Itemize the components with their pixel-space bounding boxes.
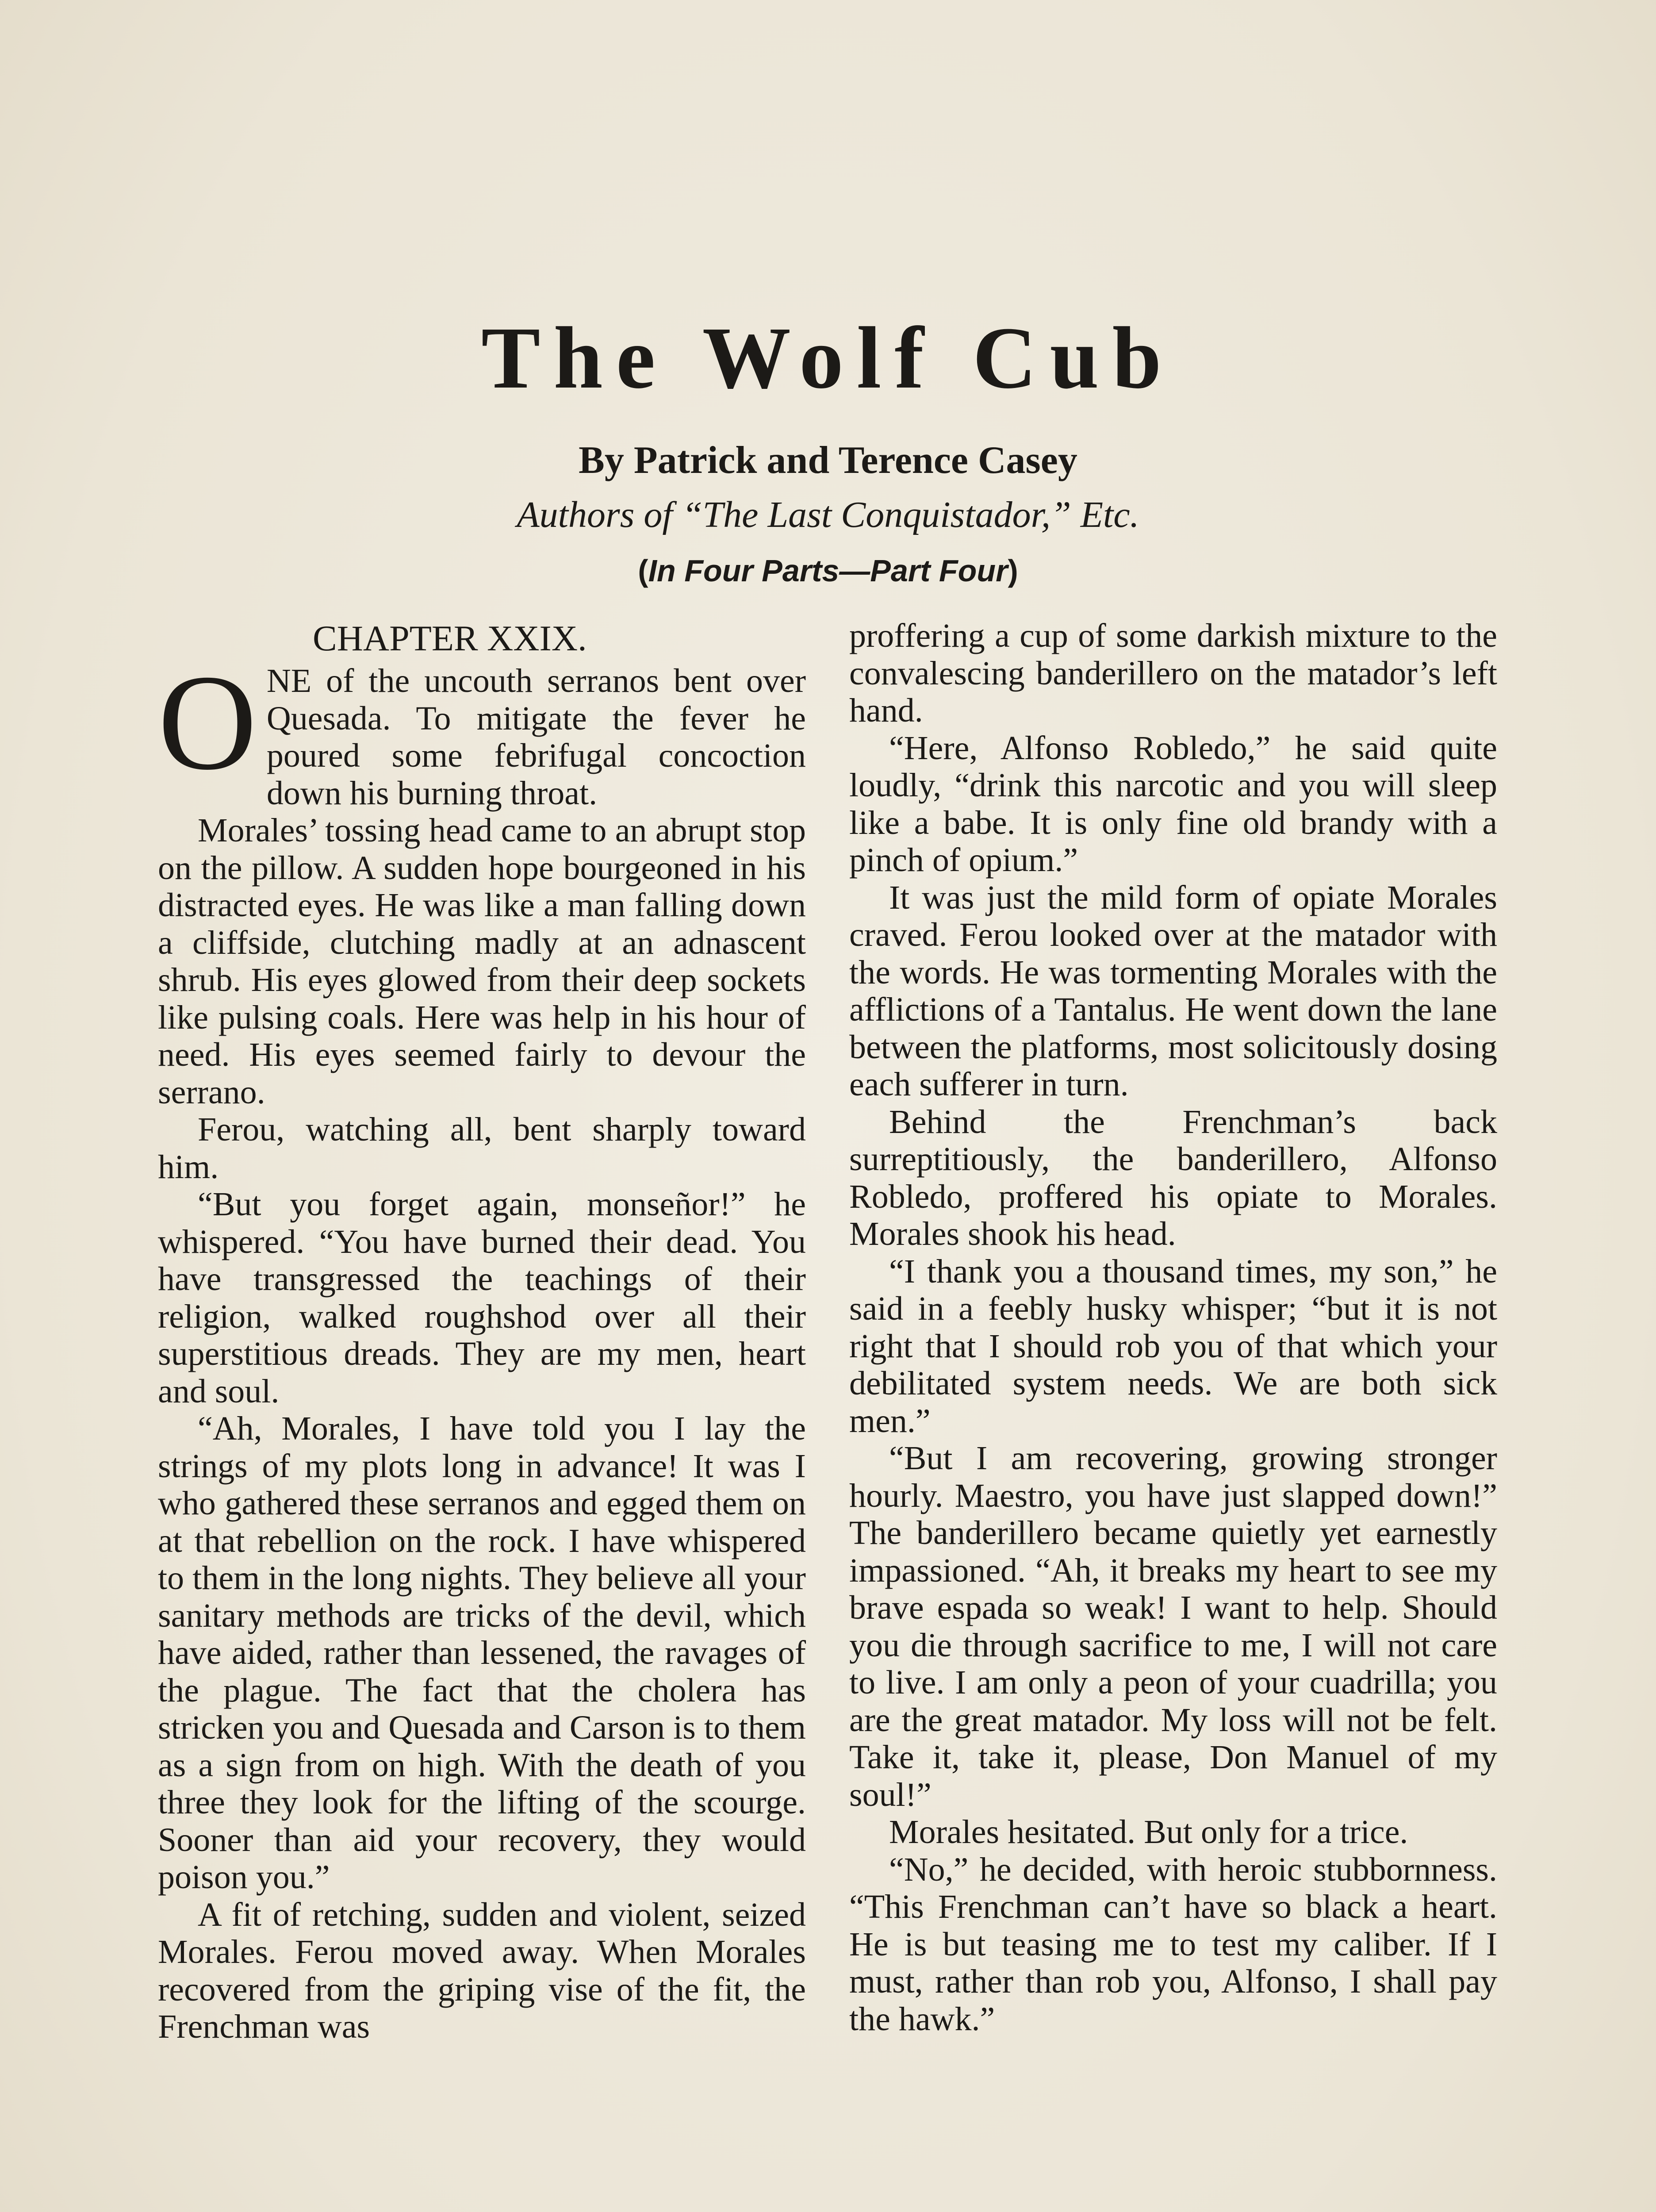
paragraph: “No,” he decided, with heroic stubbornness. “This Frenchman can’t have so black a heart. He is but teasing me to test my caliber. If I must, rather than rob you, Alfonso, I shall pay the hawk.” [849, 1851, 1497, 2038]
story-title: The Wolf Cub [481, 309, 1175, 407]
paragraph: Morales hesitated. But only for a trice. [889, 1813, 1408, 1851]
paragraph: “I thank you a thousand times, my son,” he said in a feebly husky whisper; “but it is not right that I should rob you of that which your debilitated system needs. We are both sick men.” [849, 1252, 1497, 1440]
paragraph: Morales’ tossing head came to an abrupt stop on the pillow. A sudden hope bourgeoned in his distracted eyes. He was like a man falling down a cliffside, clutching madly at an adnascent shrub. His eyes glowed from their deep sockets like pulsing coals. Here was help in his hour of need. His eyes seemed fairly to devour the serrano. [158, 812, 806, 1111]
paragraph-text: NE of the uncouth serranos bent over Quesada. To mitigate the fever he poured some febrifugal concoction down his burning throat. [266, 662, 806, 812]
parts-note [0, 553, 1656, 588]
left-column [158, 617, 806, 2046]
authors-note: Authors of “The Last Conquistador,” Etc. [517, 494, 1139, 535]
paragraph: “But you forget again, monseñor!” he whispered. “You have burned their dead. You have transgressed the teachings of their religion, walked roughshod over all their superstitious dreads. They are my men, heart and soul. [158, 1186, 806, 1410]
paragraph: “Ah, Morales, I have told you I lay the strings of my plots long in advance! It was I who gathered these serranos and egged them on at that rebellion on the rock. I have whispered to them in the long nights. They believe all your sanitary methods are tricks of the devil, which have aided, rather than lessened, the ravages of the plague. The fact that the cholera has stricken you and Quesada and Carson is to them as a sign from on high. With the death of you three they look for the lifting of the scourge. Sooner than aid your recovery, they would poison you.” [158, 1410, 806, 1896]
parts-open-paren: ( [638, 553, 648, 588]
paragraph [158, 647, 806, 812]
right-column [849, 617, 1497, 2038]
paragraph: Behind the Frenchman’s back surreptitiously, the banderillero, Alfonso Robledo, proffered his opiate to Morales. Morales shook his head. [849, 1103, 1497, 1252]
drop-cap: O [158, 647, 257, 799]
paragraph: It was just the mild form of opiate Morales craved. Ferou looked over at the matador with the words. He was tormenting Morales with the afflictions of a Tantalus. He went down the lane between the platforms, most solicitously dosing each sufferer in turn. [849, 879, 1497, 1103]
paragraph: A fit of retching, sudden and violent, seized Morales. Ferou moved away. When Morales recovered from the griping vise of the fit, the Frenchman was [158, 1896, 806, 2045]
chapter-heading: CHAPTER XXIX. [313, 618, 587, 658]
byline: By Patrick and Terence Casey [579, 439, 1077, 482]
paragraph: “Here, Alfonso Robledo,” he said quite loudly, “drink this narcotic and you will sleep like a babe. It is only fine old brandy with a pinch of opium.” [849, 729, 1497, 879]
paragraph: “But I am recovering, growing stronger hourly. Maestro, you have just slapped down!” The banderillero became quietly yet earnestly impassioned. “Ah, it breaks my heart to see my brave espada so weak! I want to help. Should you die through sacrifice to me, I will not care to live. I am only a peon of your cuadrilla; you are the great matador. My loss will not be felt. Take it, take it, please, Don Manuel of my soul!” [849, 1440, 1497, 1813]
paragraph: proffering a cup of some darkish mixture to the convalescing banderillero on the matador’s left hand. [849, 617, 1497, 729]
paragraph: Ferou, watching all, bent sharply toward him. [158, 1111, 806, 1186]
parts-label: In Four Parts—Part Four [648, 553, 1008, 588]
parts-close-paren: ) [1008, 553, 1018, 588]
